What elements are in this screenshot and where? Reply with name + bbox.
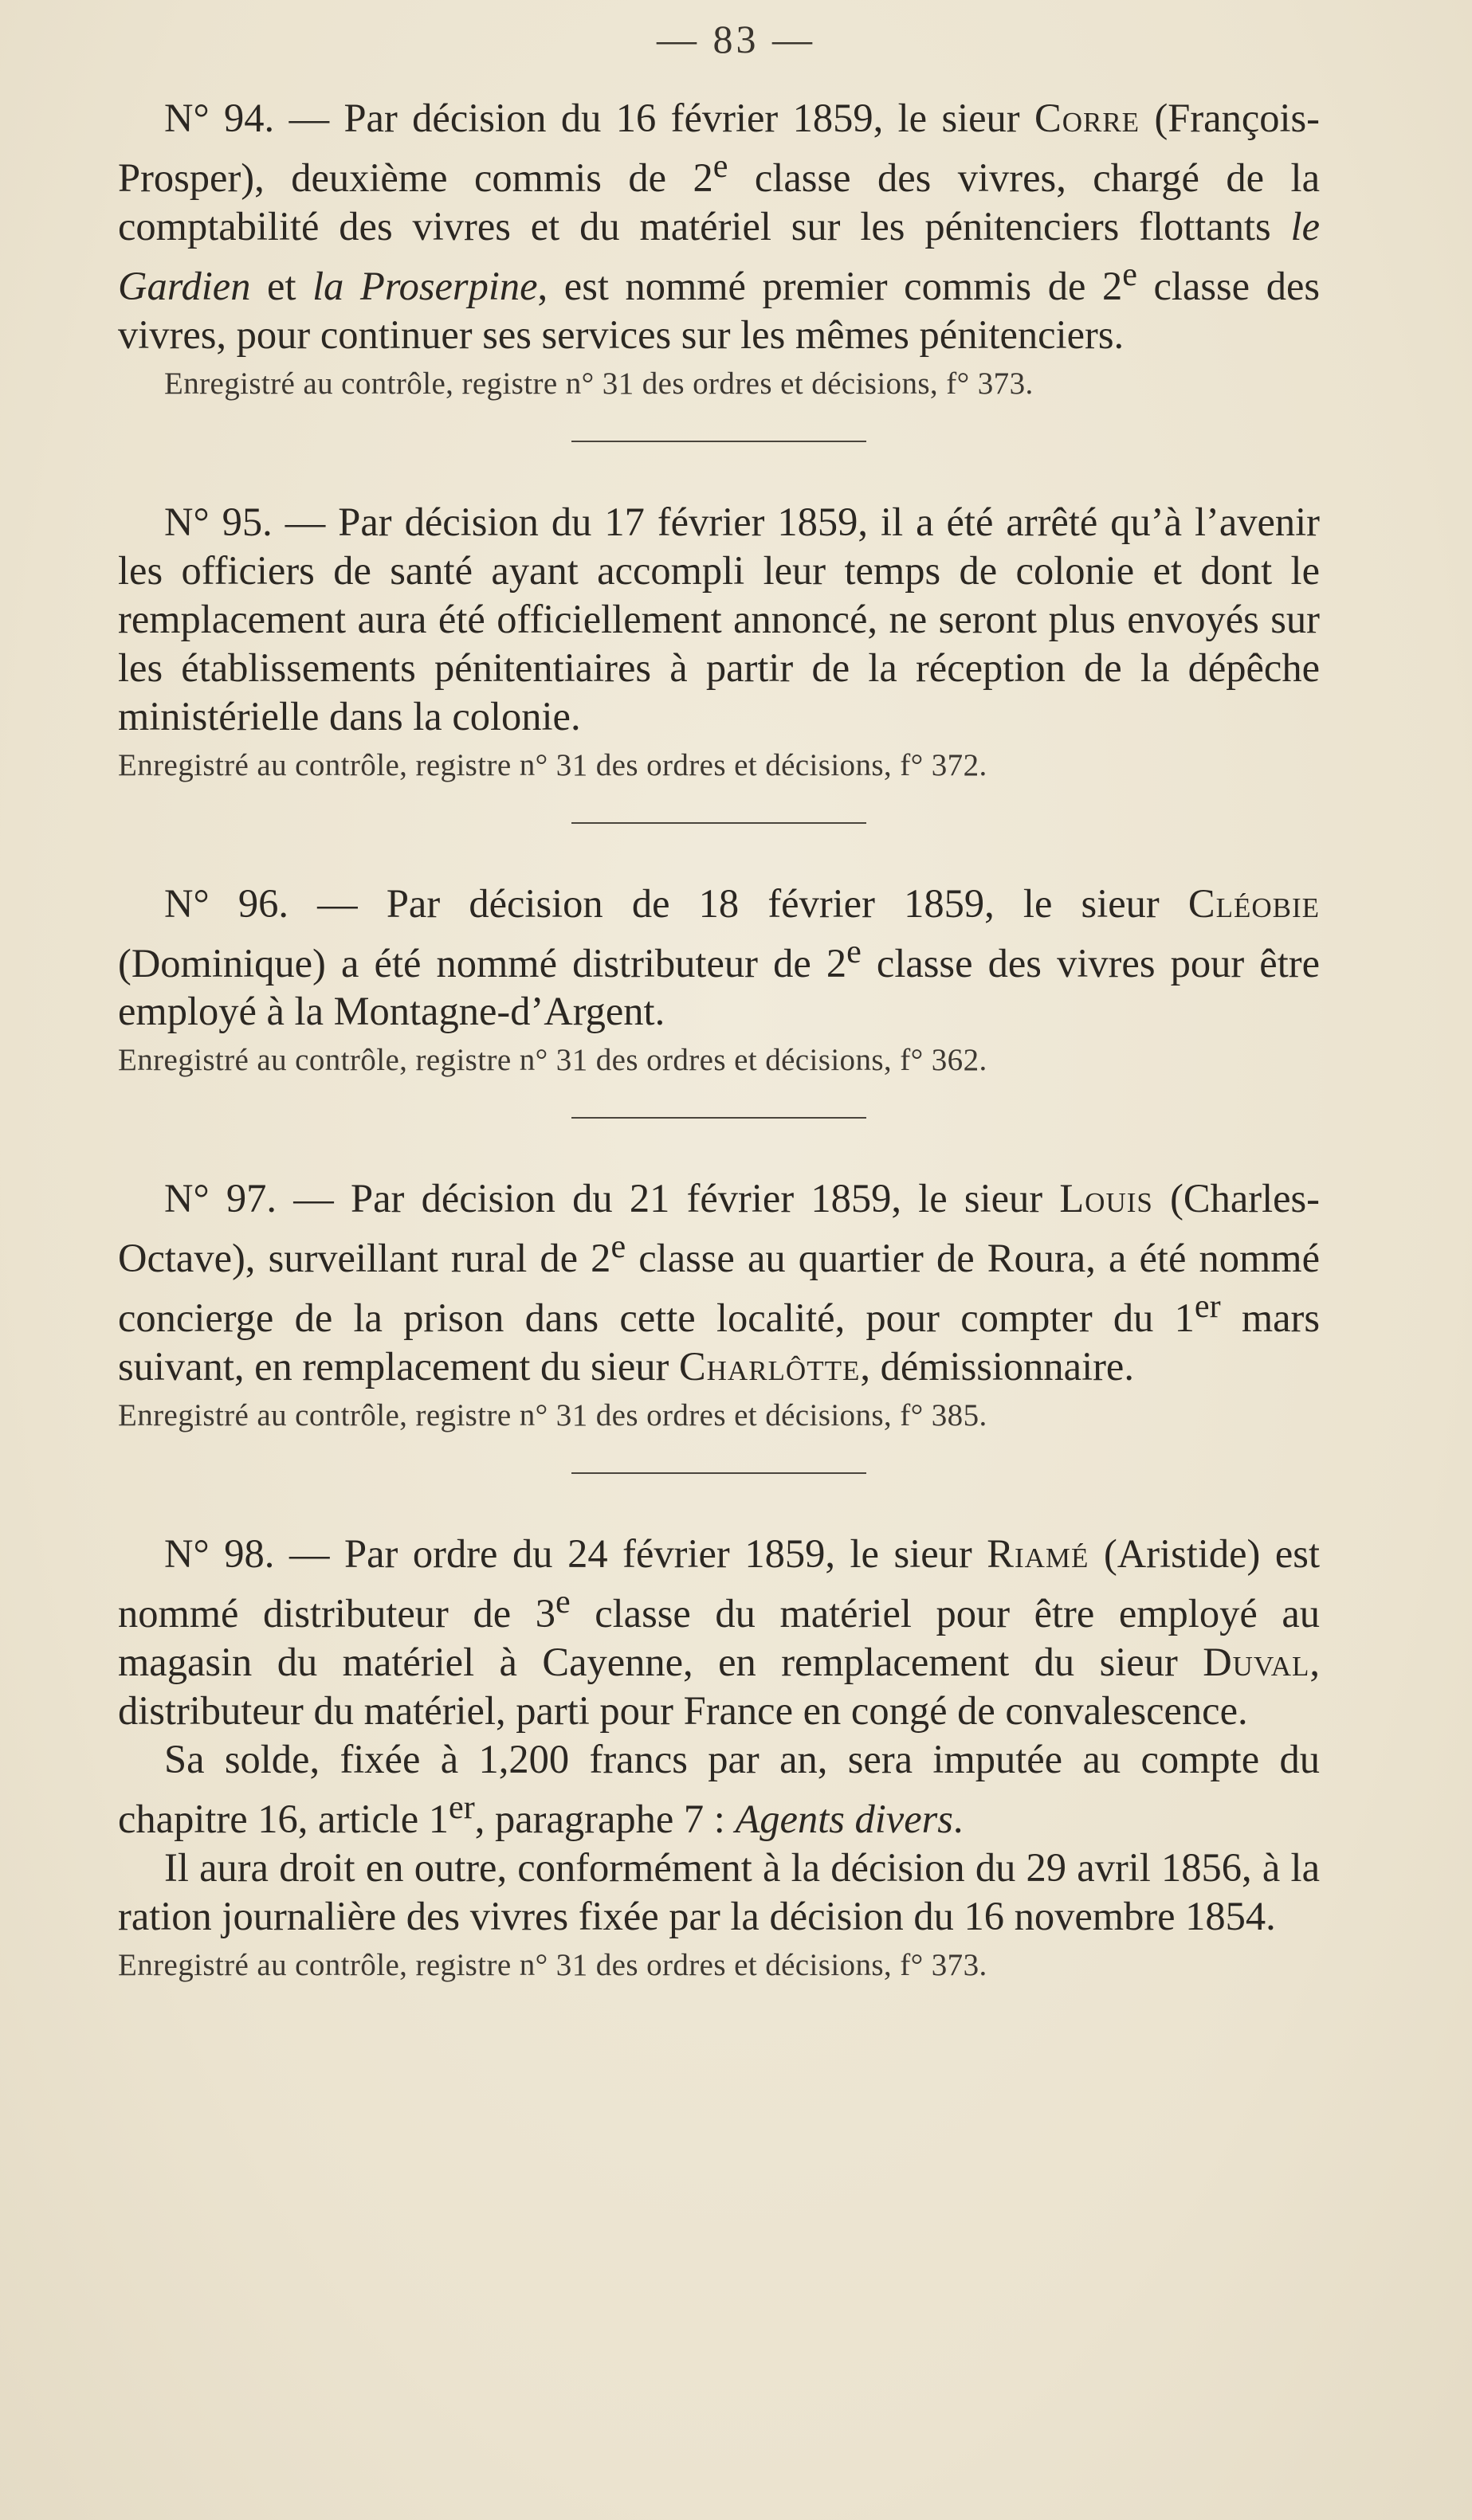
entry-number: N° 97.	[164, 1176, 277, 1221]
entry-94	[118, 94, 1320, 404]
entry-number: N° 98.	[164, 1531, 275, 1577]
budget-heading: Agents divers	[735, 1796, 953, 1841]
registration-line: Enregistré au contrôle, registre n° 31 des ordres et décisions, f° 373.	[118, 1947, 987, 1982]
entry-paragraph: N° 95. — Par décision du 17 février 1859, il a été arrêté qu’à l’avenir les officiers de santé ayant accompli leur temps de colonie et dont le remplacement aura été officiellement annoncé, ne seront plus envoyés sur les établissements pénitentiaires à partir de la réception de la dépêche ministérielle dans la colonie.	[118, 499, 1321, 739]
registration-line: Enregistré au contrôle, registre n° 31 des ordres et décisions, f° 362.	[118, 1043, 987, 1078]
person-name: Corre	[1034, 96, 1140, 140]
entry-97	[118, 1174, 1320, 1436]
registration-line: Enregistré au contrôle, registre n° 31 des ordres et décisions, f° 373.	[164, 366, 1034, 401]
entry-96	[118, 880, 1320, 1081]
entry-paragraph: Sa solde, fixée à 1,200 francs par an, sera imputée au compte du chapitre 16, article 1er, paragraphe 7 : Agents divers.	[118, 1736, 1320, 1841]
ship-name: le Gardien	[118, 203, 1320, 308]
person-name: Duval	[1203, 1639, 1310, 1684]
ship-name: la Proserpine	[312, 263, 538, 308]
separator-rule	[571, 1472, 866, 1474]
registration-line: Enregistré au contrôle, registre n° 31 des ordres et décisions, f° 385.	[118, 1398, 987, 1433]
entry-number: N° 95.	[164, 499, 273, 544]
entry-number: N° 96.	[164, 880, 289, 926]
entry-paragraph: N° 98. — Par ordre du 24 février 1859, le sieur Riamé (Aristide) est nommé distributeur de 3e classe du matériel pour être employé au magasin du matériel à Cayenne, en remplacement du sieur Duval, distributeur du matériel, parti pour France en congé de convalescence.	[118, 1531, 1320, 1733]
entry-paragraph: N° 96. — Par décision de 18 février 1859, le sieur Cléobie (Dominique) a été nommé distributeur de 2e classe des vivres pour être employé à la Montagne-d’Argent.	[118, 880, 1320, 1034]
entry-paragraph: N° 97. — Par décision du 21 février 1859, le sieur Louis (Charles-Octave), surveillant rural de 2e classe au quartier de Roura, a été nommé concierge de la prison dans cette localité, pour compter du 1er mars suivant, en remplacement du sieur Charlôtte, démissionnaire.	[118, 1176, 1320, 1389]
entry-paragraph: Il aura droit en outre, conformément à la décision du 29 avril 1856, à la ration journalière des vivres fixée par la décision du 16 novembre 1854.	[118, 1844, 1320, 1938]
registration-line: Enregistré au contrôle, registre n° 31 des ordres et décisions, f° 372.	[118, 747, 987, 782]
entry-number: N° 94.	[164, 96, 275, 140]
text-column	[118, 94, 1320, 1985]
separator-rule	[571, 1117, 866, 1119]
separator-rule	[571, 441, 866, 442]
entry-98	[118, 1530, 1320, 1985]
separator-rule	[571, 822, 866, 824]
person-name: Charlôtte	[678, 1344, 861, 1389]
entry-paragraph: N° 94. — Par décision du 16 février 1859, le sieur Corre (François-Prosper), deuxième commis de 2e classe des vivres, chargé de la comptabilité des vivres et du matériel sur les pénitenciers flottants le Gardien et la Proserpine, est nommé premier commis de 2e classe des vivres, pour continuer ses services sur les mêmes pénitenciers.	[118, 96, 1321, 357]
person-name: Louis	[1059, 1176, 1153, 1221]
page-number: — 83 —	[657, 17, 815, 61]
person-name: Riamé	[987, 1531, 1089, 1577]
person-name: Cléobie	[1187, 880, 1320, 926]
entry-95	[118, 498, 1320, 786]
